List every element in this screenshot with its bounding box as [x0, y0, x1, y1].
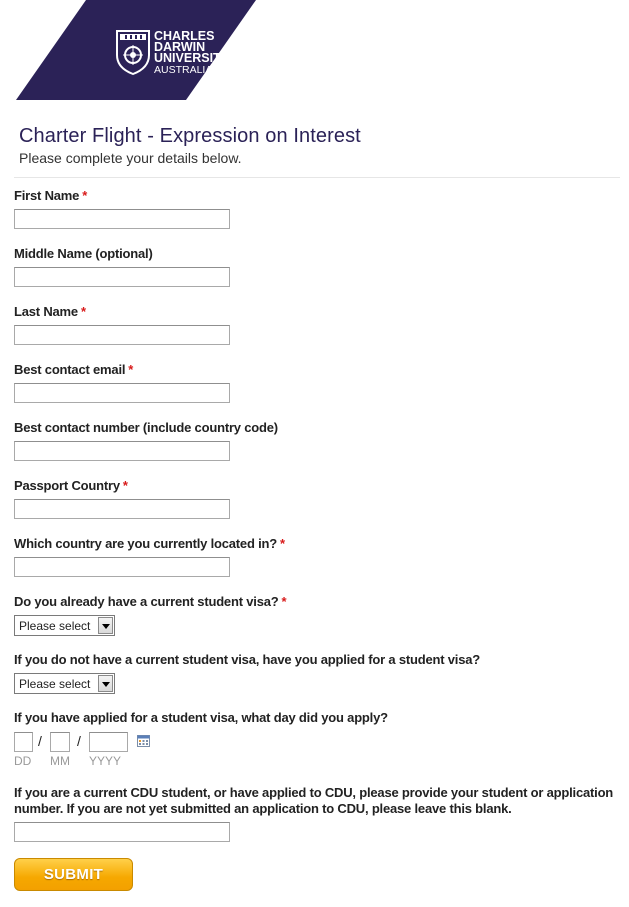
cdu-number-label	[14, 785, 613, 817]
email-input[interactable]	[14, 383, 230, 403]
chevron-down-icon[interactable]	[98, 675, 113, 692]
required-marker: *	[280, 536, 285, 551]
chevron-down-icon[interactable]	[98, 617, 113, 634]
page-subtitle: Please complete your details below.	[19, 150, 242, 166]
passport-country-label	[14, 478, 128, 494]
university-logo	[16, 0, 256, 100]
day-hint: DD	[14, 754, 32, 768]
cdu-number-label-line-2: number. If you are not yet submitted an application to CDU, please leave this blank.	[14, 801, 512, 816]
required-marker: *	[82, 188, 88, 203]
logo-line-1: CHARLES	[154, 29, 215, 43]
logo-line-4: AUSTRALIA	[154, 64, 213, 76]
last-name-input[interactable]	[14, 325, 230, 345]
logo-line-3: UNIVERSITY	[154, 51, 230, 65]
logo-line-2: DARWIN	[154, 40, 206, 54]
cdu-number-input[interactable]	[14, 822, 230, 842]
middle-name-input[interactable]	[14, 267, 230, 287]
current-country-label	[14, 536, 285, 552]
apply-date-month-input[interactable]	[50, 732, 70, 752]
required-marker: *	[80, 304, 86, 319]
last-name-label	[14, 304, 86, 320]
applied-visa-selected-value: Please select	[19, 677, 91, 691]
last-name-label-text: Last Name	[14, 304, 78, 319]
required-marker: *	[122, 478, 128, 493]
page-title: Charter Flight - Expression on Interest	[19, 125, 361, 147]
year-hint: YYYY	[89, 754, 122, 768]
cdu-number-label-line-1: If you are a current CDU student, or have applied to CDU, please provide your student or application	[14, 785, 614, 800]
first-name-label-text: First Name	[14, 188, 80, 203]
first-name-input[interactable]	[14, 209, 230, 229]
phone-input[interactable]	[14, 441, 230, 461]
current-country-input[interactable]	[14, 557, 230, 577]
has-visa-select[interactable]	[14, 615, 115, 636]
email-label-text: Best contact email	[14, 362, 126, 377]
current-country-label-text: Which country are you currently located in?	[14, 536, 278, 551]
apply-date-label: If you have applied for a student visa, what day did you apply?	[14, 710, 388, 725]
header-divider	[14, 177, 620, 178]
date-separator: /	[77, 733, 81, 749]
required-marker: *	[281, 594, 287, 609]
passport-country-label-text: Passport Country	[14, 478, 120, 493]
submit-button[interactable]: SUBMIT	[14, 858, 133, 891]
required-marker: *	[128, 362, 134, 377]
month-hint: MM	[50, 754, 70, 768]
has-visa-label-text: Do you already have a current student visa?	[14, 594, 279, 609]
has-visa-label	[14, 594, 286, 610]
logo-banner	[16, 0, 256, 100]
email-label	[14, 362, 133, 378]
has-visa-selected-value: Please select	[19, 619, 91, 633]
apply-date-day-input[interactable]	[14, 732, 33, 752]
applied-visa-label: If you do not have a current student visa, have you applied for a student visa?	[14, 652, 481, 667]
phone-label: Best contact number (include country code)	[14, 420, 278, 435]
applied-visa-select[interactable]	[14, 673, 115, 694]
calendar-icon[interactable]	[137, 735, 150, 747]
first-name-label	[14, 188, 87, 204]
date-separator: /	[38, 733, 42, 749]
passport-country-input[interactable]	[14, 499, 230, 519]
apply-date-year-input[interactable]	[89, 732, 128, 752]
middle-name-label: Middle Name (optional)	[14, 246, 153, 261]
